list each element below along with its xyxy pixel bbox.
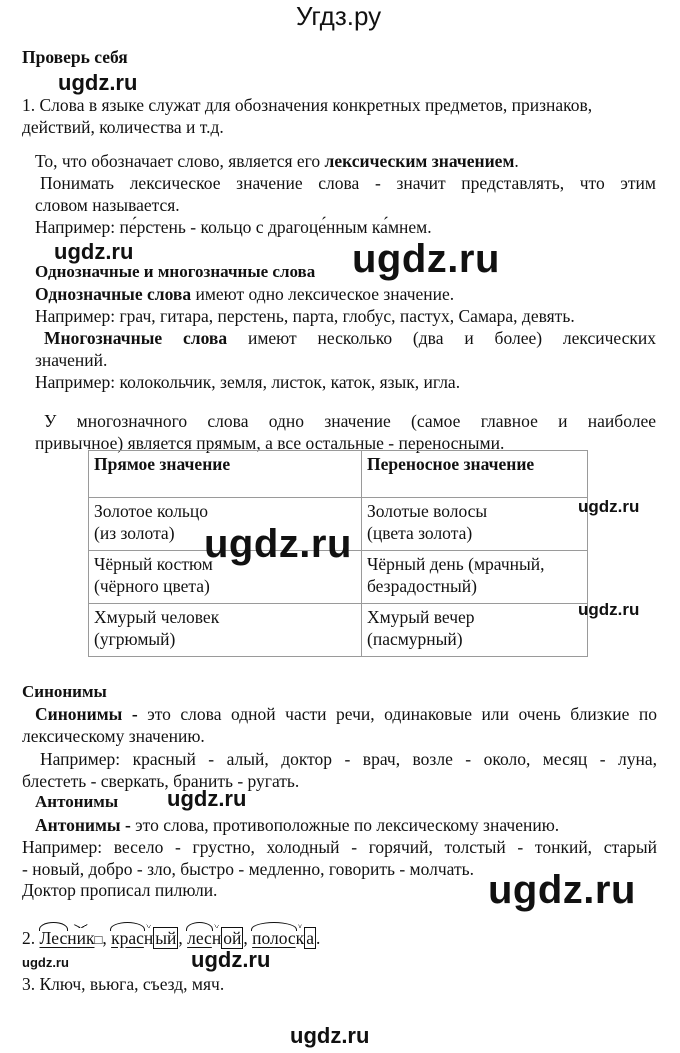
watermark: ugdz.ru	[191, 947, 271, 972]
paragraph: Однозначные слова имеют одно лексическое значение.	[35, 284, 455, 304]
watermark: ugdz.ru	[204, 522, 352, 566]
watermark: ugdz.ru	[290, 1023, 370, 1048]
table-cell: Хмурый вечер (пасмурный)	[362, 604, 588, 657]
table-cell: Чёрный день (мрачный, безрадостный)	[362, 551, 588, 604]
paragraph: Антонимы - это слова, противоположные по лексическому значению.	[35, 815, 560, 835]
root-mark: Лес	[39, 928, 68, 948]
watermark: ugdz.ru	[167, 786, 247, 811]
page-heading: Проверь себя	[22, 47, 128, 67]
root-mark: полос	[252, 928, 296, 948]
table-row	[89, 604, 588, 657]
paragraph: То, что обозначает слово, является его лексическим значением.	[35, 151, 519, 171]
watermark: ugdz.ru	[578, 600, 640, 619]
paragraph: Синонимы - это слова одной части речи, одинаковые или очень близкие по	[35, 704, 657, 724]
ending-box: ый	[155, 928, 177, 948]
paragraph: У многозначного слова одно значение (самое главное и наиболее	[44, 411, 656, 431]
ending-box: □	[94, 932, 103, 947]
paragraph: лексическому значению.	[22, 726, 205, 746]
table-cell: Золотое кольцо (из золота)	[89, 498, 362, 551]
table-header: Прямое значение	[89, 451, 362, 498]
site-title: Угдз.ру	[296, 1, 382, 31]
paragraph: Многозначные слова имеют несколько (два и более) лексических	[44, 328, 657, 348]
table-header: Переносное значение	[362, 451, 588, 498]
section-heading: Синонимы	[22, 682, 107, 701]
section-heading: Антонимы	[35, 792, 119, 811]
watermark: ugdz.ru	[488, 868, 636, 912]
paragraph: Например: колокольчик, земля, листок, каток, язык, игла.	[35, 372, 461, 392]
paragraph: блестеть - сверкать, бранить - ругать.	[22, 771, 300, 791]
paragraph: Например: грач, гитара, перстень, парта, глобус, пастух, Самара, девять.	[35, 306, 575, 326]
paragraph: Понимать лексическое значение слова - значит представлять, что этим	[40, 173, 656, 193]
suffix-mark: н	[143, 928, 154, 948]
watermark: ugdz.ru	[54, 239, 134, 264]
paragraph: Например: красный - алый, доктор - врач, возле - около, месяц - луна,	[40, 749, 657, 769]
paragraph: действий, количества и т.д.	[22, 117, 224, 137]
table-header-row	[89, 451, 588, 498]
suffix-mark: ник	[67, 928, 95, 948]
table-cell: Хмурый человек (угрюмый)	[89, 604, 362, 657]
table-cell: Золотые волосы (цвета золота)	[362, 498, 588, 551]
watermark: ugdz.ru	[352, 237, 500, 281]
ending-box: а	[306, 928, 314, 948]
table-cell: Чёрный костюм (чёрного цвета)	[89, 551, 362, 604]
term-bold: лексическим значением	[324, 151, 515, 171]
watermark: ugdz.ru	[58, 70, 138, 95]
section-heading: Однозначные и многозначные слова	[35, 262, 316, 281]
paragraph: словом называется.	[35, 195, 180, 215]
ending-box: ой	[223, 928, 242, 948]
paragraph: - новый, добро - зло, быстро - медленно, говорить - молчать.	[22, 859, 475, 879]
paragraph: Доктор прописал пилюли.	[22, 880, 218, 900]
paragraph: значений.	[35, 350, 108, 370]
watermark: ugdz.ru	[22, 955, 69, 970]
paragraph: 3. Ключ, вьюга, съезд, мяч.	[22, 974, 225, 994]
task-2-morphemes: 2. Лесник□, красн ый , лесн ой , полоск а .	[22, 928, 321, 948]
paragraph: привычное) является прямым, а все остальные - переносными.	[35, 433, 505, 453]
suffix-mark: к	[295, 928, 305, 948]
paragraph: Например: пе́рстень - кольцо с драгоце́нным ка́мнем.	[35, 217, 432, 237]
paragraph: Например: весело - грустно, холодный - горячий, толстый - тонкий, старый	[22, 837, 657, 857]
watermark: ugdz.ru	[578, 497, 640, 516]
root-mark: лес	[187, 928, 212, 948]
paragraph: 1. Слова в языке служат для обозначения конкретных предметов, признаков,	[22, 95, 593, 115]
root-mark: крас	[111, 928, 144, 948]
suffix-mark: н	[211, 928, 222, 948]
